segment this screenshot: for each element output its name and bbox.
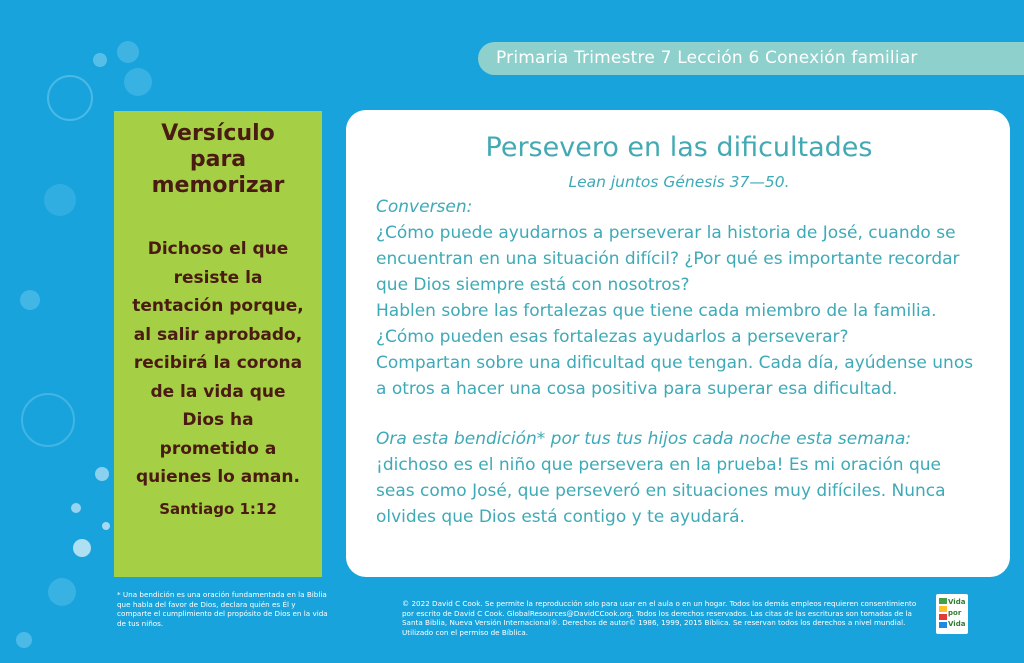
logo-text [948,597,968,630]
vida-por-vida-logo [936,594,968,634]
memory-verse-title: Versículo para memorizar [151,121,285,198]
logo-line: por [948,609,962,617]
spacer [376,402,982,426]
logo-line: Vida [948,598,966,606]
memory-verse-text: Dichoso el que resiste la tentación porque, al salir aprobado, recibirá la corona de la vida que Dios ha prometido a quienes lo aman. [132,239,304,487]
lesson-title: Persevero en las dificultades [485,132,873,163]
memory-verse-card [114,111,322,577]
discussion-paragraph: Compartan sobre una dificultad que tengan. Cada día, ayúdense unos a otros a hacer una cosa positiva para superar esa dificultad. [376,353,974,399]
memory-verse-reference: Santiago 1:12 [159,499,277,518]
logo-stripes-icon [939,598,947,630]
prayer-text: ¡dichoso es el niño que persevera en la prueba! Es mi oración que seas como José, que perseveró en situaciones muy difíciles. Nunca olvides que Dios está contigo y te ayudará. [376,455,946,527]
discussion-paragraph: ¿Cómo puede ayudarnos a perseverar la historia de José, cuando se encuentran en una situación difícil? ¿Por qué es importante recordar que Dios siempre está con nosotros? [376,223,960,295]
blessing-footnote: * Una bendición es una oración fundamentada en la Biblia que habla del favor de Dios, declara quién es Él y comparte el cumplimiento del propósito de Dios en la vida de tus niños. [117,590,328,628]
discussion-paragraph: Hablen sobre las fortalezas que tiene cada miembro de la familia. ¿Cómo pueden esas fortalezas ayudarlos a perseverar? [376,301,937,347]
family-connection-card [346,110,1010,577]
copyright-notice: © 2022 David C Cook. Se permite la reproducción solo para usar en el aula o en un hogar. Todos los demás empleos requieren consentimiento por escrito de David C Cook. GlobalResources@DavidCCook.org. Todos los derechos reservados. Las citas de las escrituras son tomadas de la Santa Biblia, Nueva Versión Internacional®. Derechos de autor© 1986, 1999, 2015 Bíblica. Se reservan todos los derechos a nivel mundial. Utilizado con el permiso de Bíblica. [402,599,917,637]
logo-line: Vida [948,620,966,628]
lesson-header-banner: Primaria Trimestre 7 Lección 6 Conexión familiar [478,42,1024,75]
reading-instruction: Lean juntos Génesis 37—50. [568,173,790,191]
prayer-label: Ora esta bendición* por tus tus hijos cada noche esta semana: [376,429,912,449]
discuss-label: Conversen: [376,197,473,217]
